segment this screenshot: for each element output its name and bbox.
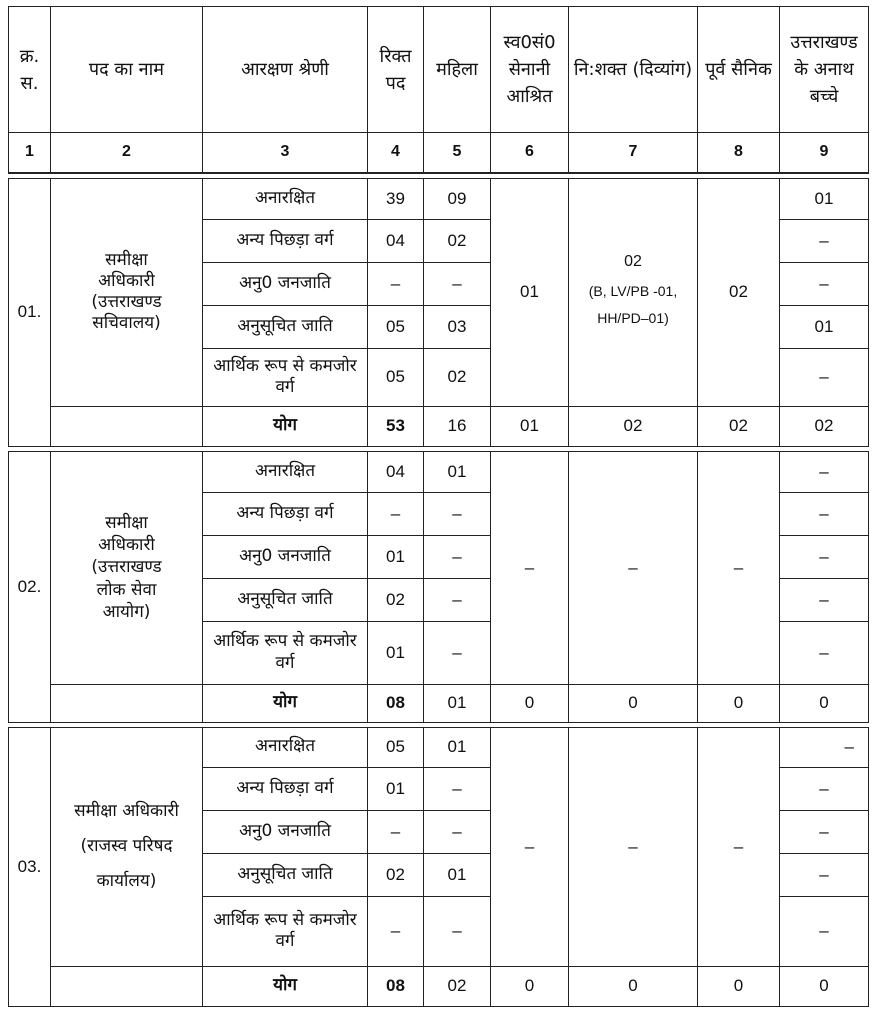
orphan-cell: – — [780, 621, 869, 684]
women-cell: 09 — [424, 178, 491, 219]
total-disabled: 0 — [569, 684, 698, 722]
total-ex-serviceman: 02 — [698, 406, 780, 446]
total-row — [9, 966, 869, 1006]
column-number: 8 — [698, 133, 780, 173]
category-cell: अनुसूचित जाति — [203, 853, 368, 896]
total-vacant: 08 — [368, 684, 424, 722]
orphan-cell: – — [780, 262, 869, 305]
total-label: योग — [203, 406, 368, 446]
disabled-detail: HH/PD–01) — [597, 310, 669, 326]
column-number: 1 — [9, 133, 51, 173]
post-name-line: (राजस्व परिषद — [80, 836, 173, 857]
category-cell: अनु0 जनजाति — [203, 535, 368, 578]
freedom-cell: 01 — [491, 178, 569, 406]
women-cell: – — [424, 578, 491, 621]
header-women: महिला — [424, 7, 491, 133]
ex-serviceman-cell: – — [698, 451, 780, 684]
column-number: 5 — [424, 133, 491, 173]
total-vacant: 08 — [368, 966, 424, 1006]
orphan-cell: 01 — [780, 178, 869, 219]
orphan-cell: – — [780, 853, 869, 896]
vacant-cell: 01 — [368, 767, 424, 810]
category-cell: आर्थिक रूप से कमजोर वर्ग — [203, 896, 368, 966]
table-row — [9, 178, 869, 219]
post-name-blank — [51, 684, 203, 722]
freedom-cell: – — [491, 451, 569, 684]
orphan-cell: – — [780, 451, 869, 492]
total-row — [9, 684, 869, 722]
group-sno: 02. — [9, 451, 51, 722]
orphan-cell: – — [780, 810, 869, 853]
post-name — [51, 451, 203, 684]
header-freedom-fighter: स्व0सं0 सेनानी आश्रित — [491, 7, 569, 133]
category-cell: अनारक्षित — [203, 178, 368, 219]
orphan-cell: – — [780, 896, 869, 966]
total-ex-serviceman: 0 — [698, 684, 780, 722]
post-name-line: समीक्षा — [105, 513, 148, 534]
vacant-cell: – — [368, 896, 424, 966]
column-number: 3 — [203, 133, 368, 173]
header-row — [9, 7, 869, 133]
women-cell: 01 — [424, 727, 491, 767]
post-name-line: कार्यालय) — [96, 870, 157, 891]
orphan-cell: – — [780, 492, 869, 535]
orphan-cell: – — [780, 535, 869, 578]
total-freedom: 0 — [491, 684, 569, 722]
vacant-cell: 02 — [368, 578, 424, 621]
total-orphan: 02 — [780, 406, 869, 446]
women-cell: 01 — [424, 451, 491, 492]
post-name-line: समीक्षा अधिकारी — [74, 801, 179, 822]
total-women: 02 — [424, 966, 491, 1006]
women-cell: 02 — [424, 219, 491, 262]
column-number: 7 — [569, 133, 698, 173]
group-sno: 01. — [9, 178, 51, 446]
header-ex-serviceman: पूर्व सैनिक — [698, 7, 780, 133]
post-name-line: आयोग) — [102, 601, 151, 622]
category-cell: अनारक्षित — [203, 451, 368, 492]
vacant-cell: 04 — [368, 451, 424, 492]
total-women: 01 — [424, 684, 491, 722]
vacant-cell: 01 — [368, 621, 424, 684]
women-cell: 01 — [424, 853, 491, 896]
total-row — [9, 406, 869, 446]
disabled-cell: – — [569, 451, 698, 684]
orphan-cell: – — [780, 727, 869, 767]
total-label: योग — [203, 966, 368, 1006]
category-cell: आर्थिक रूप से कमजोर वर्ग — [203, 621, 368, 684]
post-name-line: (उत्तराखण्ड — [91, 557, 162, 578]
total-orphan: 0 — [780, 966, 869, 1006]
ex-serviceman-cell: – — [698, 727, 780, 966]
header-post: पद का नाम — [51, 7, 203, 133]
post-name-line: अधिकारी — [98, 270, 155, 291]
column-number: 9 — [780, 133, 869, 173]
total-freedom: 01 — [491, 406, 569, 446]
orphan-cell: 01 — [780, 305, 869, 348]
category-cell: अनुसूचित जाति — [203, 578, 368, 621]
orphan-cell: – — [780, 578, 869, 621]
vacant-cell: 04 — [368, 219, 424, 262]
column-number: 2 — [51, 133, 203, 173]
orphan-cell: – — [780, 219, 869, 262]
women-cell: – — [424, 492, 491, 535]
vacant-cell: 05 — [368, 727, 424, 767]
post-name-line: (उत्तराखण्ड — [91, 292, 162, 312]
header-category: आरक्षण श्रेणी — [203, 7, 368, 133]
vacant-cell: – — [368, 492, 424, 535]
post-name — [51, 727, 203, 966]
category-cell: आर्थिक रूप से कमजोर वर्ग — [203, 348, 368, 406]
header-sno: क्र. स. — [9, 7, 51, 133]
vacant-cell: 01 — [368, 535, 424, 578]
category-cell: अन्य पिछड़ा वर्ग — [203, 767, 368, 810]
orphan-cell: – — [780, 348, 869, 406]
women-cell: – — [424, 767, 491, 810]
column-number: 4 — [368, 133, 424, 173]
table-row — [9, 451, 869, 492]
women-cell: 03 — [424, 305, 491, 348]
post-name — [51, 178, 203, 406]
category-cell: अनारक्षित — [203, 727, 368, 767]
vacancy-table — [8, 6, 869, 1007]
total-orphan: 0 — [780, 684, 869, 722]
total-freedom: 0 — [491, 966, 569, 1006]
freedom-cell: – — [491, 727, 569, 966]
header-disabled: नि:शक्त (दिव्यांग) — [569, 7, 698, 133]
ex-serviceman-cell: 02 — [698, 178, 780, 406]
total-ex-serviceman: 0 — [698, 966, 780, 1006]
post-name-blank — [51, 966, 203, 1006]
table-row — [9, 727, 869, 767]
vacant-cell: 05 — [368, 348, 424, 406]
post-name-line: समीक्षा — [105, 249, 148, 270]
vacant-cell: 02 — [368, 853, 424, 896]
post-name-line: लोक सेवा — [96, 579, 157, 600]
women-cell: 02 — [424, 348, 491, 406]
category-cell: अनु0 जनजाति — [203, 262, 368, 305]
post-name-line: अधिकारी — [98, 535, 155, 556]
vacant-cell: – — [368, 262, 424, 305]
vacant-cell: 05 — [368, 305, 424, 348]
disabled-count: 02 — [624, 253, 642, 271]
header-vacant: रिक्त पद — [368, 7, 424, 133]
women-cell: – — [424, 621, 491, 684]
column-number: 6 — [491, 133, 569, 173]
vacant-cell: 39 — [368, 178, 424, 219]
category-cell: अनुसूचित जाति — [203, 305, 368, 348]
post-name-line: सचिवालय) — [92, 313, 161, 334]
category-cell: अन्य पिछड़ा वर्ग — [203, 219, 368, 262]
women-cell: – — [424, 810, 491, 853]
category-cell: अन्य पिछड़ा वर्ग — [203, 492, 368, 535]
women-cell: – — [424, 262, 491, 305]
header-orphan: उत्तराखण्ड के अनाथ बच्चे — [780, 7, 869, 133]
group-sno: 03. — [9, 727, 51, 1006]
disabled-detail: (B, LV/PB -01, — [588, 283, 678, 300]
disabled-cell: – — [569, 727, 698, 966]
orphan-cell: – — [780, 767, 869, 810]
women-cell: – — [424, 535, 491, 578]
total-women: 16 — [424, 406, 491, 446]
post-name-blank — [51, 406, 203, 446]
vacant-cell: – — [368, 810, 424, 853]
category-cell: अनु0 जनजाति — [203, 810, 368, 853]
total-vacant: 53 — [368, 406, 424, 446]
column-number-row — [9, 133, 869, 173]
total-disabled: 02 — [569, 406, 698, 446]
total-label: योग — [203, 684, 368, 722]
women-cell: – — [424, 896, 491, 966]
total-disabled: 0 — [569, 966, 698, 1006]
disabled-cell — [569, 178, 698, 406]
